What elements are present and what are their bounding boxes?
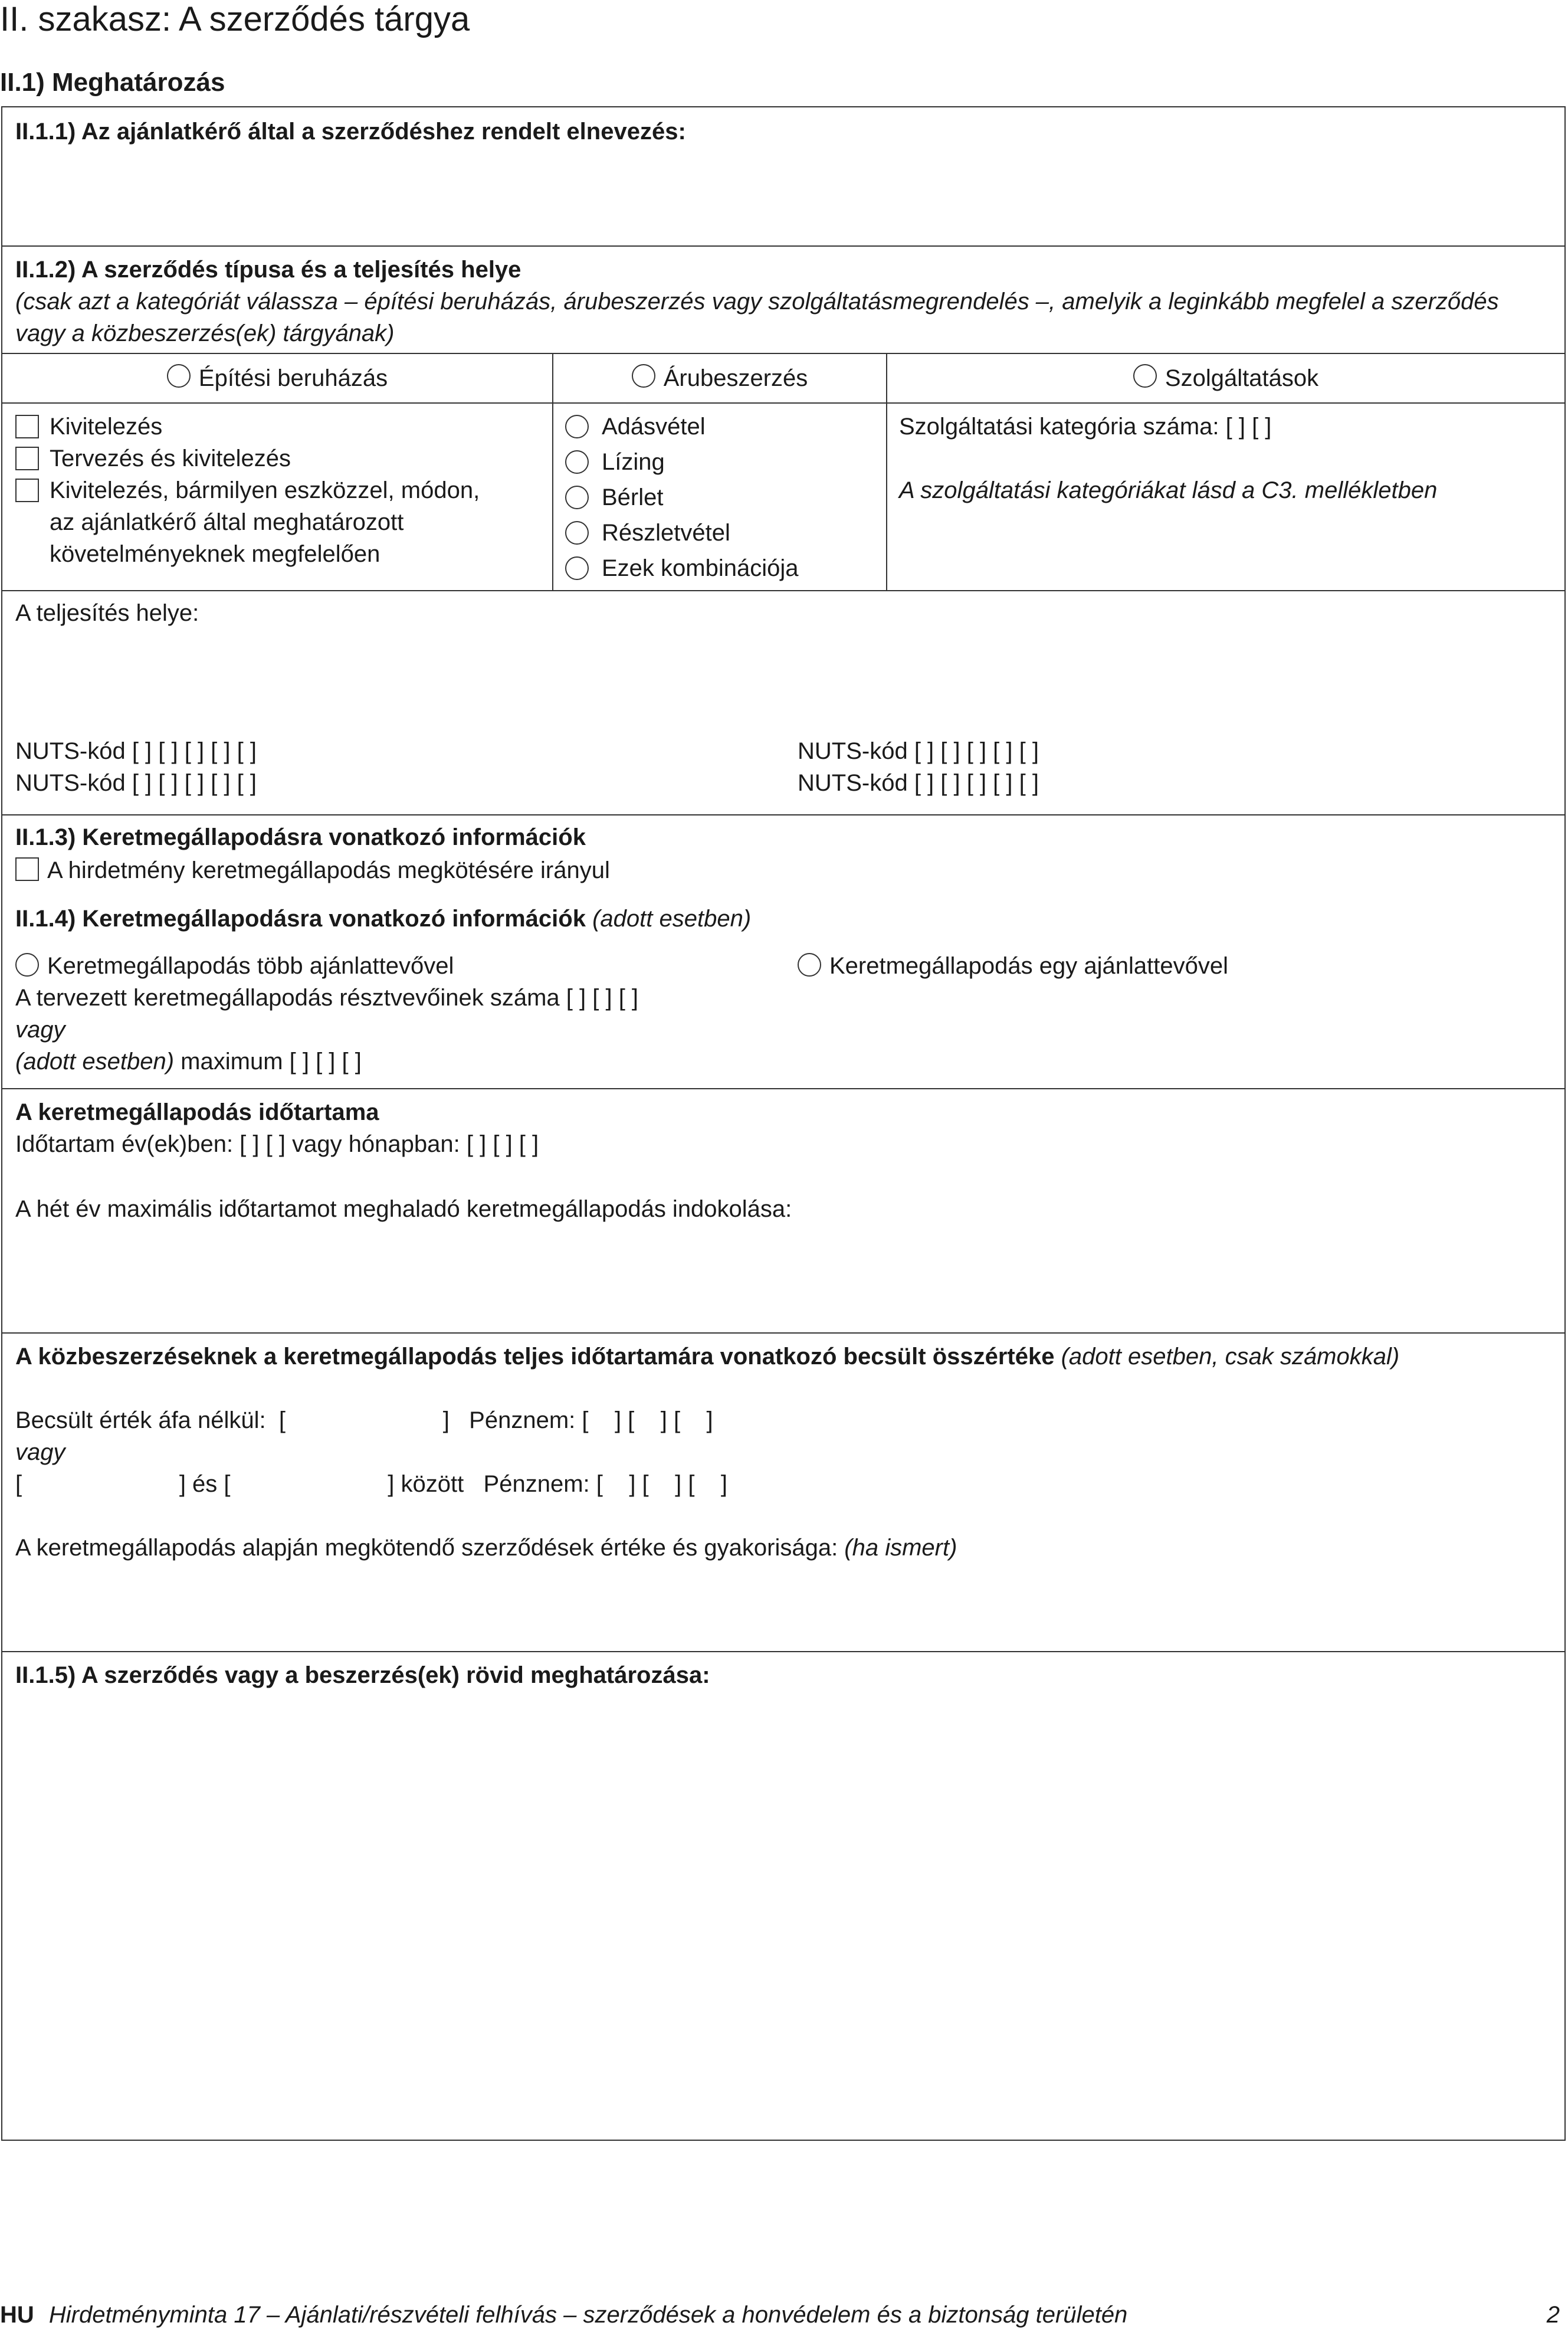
estimated-value-field[interactable]: Becsült érték áfa nélkül: [ ] Pénznem: [ ] [ ] [ ] [15,1407,713,1433]
section-ii-1-2-note: (csak azt a kategóriát válassza – építési beruházás, árubeszerzés vagy szolgáltatásmegrendelés –, amelyik a leginkább megfelel a szerződés vagy a közbeszerzés(ek) tárgyának) [15,289,1499,346]
supplies-item-label: Bérlet [602,484,664,510]
nuts-code-field[interactable]: NUTS-kód [ ] [ ] [ ] [ ] [ ] [798,770,1039,796]
radio-button[interactable] [565,486,589,509]
nuts-code-field[interactable]: NUTS-kód [ ] [ ] [ ] [ ] [ ] [15,738,257,764]
section-ii-1-1 [2,107,1564,247]
or-label: vagy [15,1439,65,1465]
radio-button[interactable] [565,450,589,474]
supplies-item[interactable] [565,481,874,513]
works-item-label: Tervezés és kivitelezés [50,446,291,471]
value-note: (adott esetben, csak számokkal) [1061,1344,1400,1370]
radio-button[interactable] [1133,364,1157,388]
footer-text: Hirdetményminta 17 – Ajánlati/részvételi felhívás – szerződések a honvédelem és a biztonság területén [48,2302,1128,2328]
works-item[interactable] [15,474,540,570]
service-category-note: A szolgáltatási kategóriákat lásd a C3. mellékletben [899,477,1438,503]
services-option[interactable] [887,354,1564,402]
duration-title: A keretmegállapodás időtartama [15,1099,379,1125]
supplies-item[interactable] [565,517,874,549]
multiple-tenderers-option[interactable] [15,950,798,982]
footer [0,2299,1127,2331]
checkbox[interactable] [15,447,39,470]
duration-justification-label: A hét év maximális időtartamot meghaladó keretmegállapodás indokolása: [15,1196,792,1222]
duration-field[interactable]: Időtartam év(ek)ben: [ ] [ ] vagy hónapban: [ ] [ ] [ ] [15,1131,539,1157]
frequency-label: A keretmegállapodás alapján megkötendő szerződések értéke és gyakorisága: [15,1535,845,1561]
footer-language: HU [0,2302,34,2328]
radio-button[interactable] [167,364,191,388]
section-ii-1-5 [2,1652,1564,2140]
max-note: (adott esetben) [15,1049,175,1075]
radio-button[interactable] [565,556,589,580]
single-tenderer-label: Keretmegállapodás egy ajánlattevővel [829,953,1228,979]
single-tenderer-option[interactable] [798,950,1228,982]
nuts-code-field[interactable]: NUTS-kód [ ] [ ] [ ] [ ] [ ] [15,770,257,796]
radio-button[interactable] [798,953,821,977]
radio-button[interactable] [632,364,655,388]
or-label: vagy [15,1017,65,1043]
supplies-option[interactable] [553,354,887,402]
checkbox[interactable] [15,479,39,502]
multiple-tenderers-label: Keretmegállapodás több ajánlattevővel [47,953,454,979]
section-heading: II. szakasz: A szerződés tárgya [0,0,470,38]
frequency-note: (ha ismert) [844,1535,957,1561]
supplies-item-label: Lízing [602,449,665,475]
framework-checkbox-row[interactable] [15,854,1551,886]
supplies-item-label: Részletvétel [602,520,730,546]
radio-button[interactable] [565,415,589,438]
section-ii-1-4-title: II.1.4) Keretmegállapodásra vonatkozó információk [15,906,586,932]
works-option[interactable] [2,354,553,402]
max-field[interactable]: maximum [ ] [ ] [ ] [174,1049,362,1075]
framework-checkbox-label: A hirdetmény keretmegállapodás megkötésére irányul [47,857,610,883]
value-title: A közbeszerzéseknek a keretmegállapodás teljes időtartamára vonatkozó becsült összértéke [15,1344,1055,1370]
section-ii-1-3 [2,815,1564,903]
supplies-label: Árubeszerzés [663,365,808,391]
supplies-item[interactable] [565,552,874,584]
section-ii-1-1-title: II.1.1) Az ajánlatkérő által a szerződéshez rendelt elnevezés: [15,119,686,145]
services-label: Szolgáltatások [1164,365,1319,391]
supplies-item-label: Adásvétel [602,414,706,440]
works-item[interactable] [15,443,540,474]
section-ii-1-2-title: II.1.2) A szerződés típusa és a teljesítés helye [15,257,521,283]
supplies-item[interactable] [565,446,874,478]
works-item-label: Kivitelezés [50,414,163,440]
service-category-field[interactable]: Szolgáltatási kategória száma: [ ] [ ] [899,414,1272,440]
value-section [2,1334,1564,1652]
supplies-item-label: Ezek kombinációja [602,555,799,581]
form-frame [1,106,1566,2141]
works-label: Építési beruházás [198,365,388,391]
works-item-label: Kivitelezés, bármilyen eszközzel, módon, az ajánlatkérő által meghatározott követelményeknek megfelelően [50,477,480,567]
supplies-item[interactable] [565,411,874,443]
nuts-code-field[interactable]: NUTS-kód [ ] [ ] [ ] [ ] [ ] [798,738,1039,764]
section-ii-1-4 [2,903,1564,1089]
section-ii-1-4-note: (adott esetben) [592,906,752,932]
checkbox[interactable] [15,415,39,438]
radio-button[interactable] [15,953,39,977]
checkbox[interactable] [15,857,39,881]
value-range-field[interactable]: [ ] és [ ] között Pénznem: [ ] [ ] [ ] [15,1471,728,1497]
section-ii-1-2 [2,247,1564,815]
subsection-heading: II.1) Meghatározás [0,68,225,97]
participants-field[interactable]: A tervezett keretmegállapodás résztvevőinek száma [ ] [ ] [ ] [15,985,639,1011]
place-label: A teljesítés helye: [15,600,199,626]
page-number: 2 [1546,2302,1560,2328]
works-item[interactable] [15,411,540,443]
duration-section [2,1089,1564,1334]
section-ii-1-3-title: II.1.3) Keretmegállapodásra vonatkozó információk [15,824,586,850]
section-ii-1-5-title: II.1.5) A szerződés vagy a beszerzés(ek) rövid meghatározása: [15,1662,710,1688]
radio-button[interactable] [565,521,589,545]
